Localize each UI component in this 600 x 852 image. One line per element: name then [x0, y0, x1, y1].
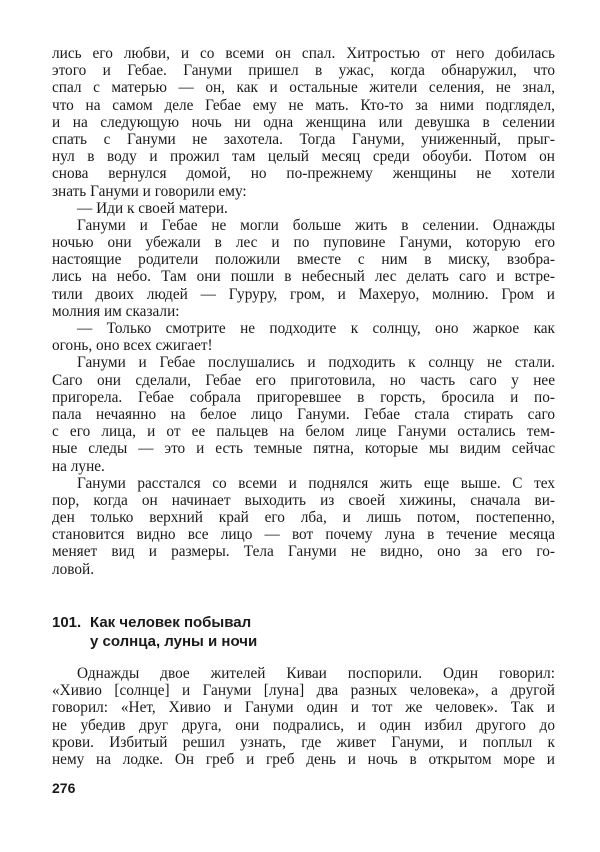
page-number: 276	[52, 780, 76, 796]
text-line: становится видно все лицо — вот почему луна в течение месяца	[52, 526, 555, 544]
section-number: 101.	[52, 614, 82, 631]
text-line: что на самом деле Гебае ему не мать. Кто-то за ними подглядел,	[52, 96, 555, 114]
text-line: и на следующую ночь ни одна женщина или девушка в селении	[52, 113, 555, 131]
text-line: пригорела. Гебае собрала пригоревшее в горсть, бросила и по-	[52, 388, 555, 406]
text-line: знать Гануми и говорили ему:	[52, 182, 247, 200]
text-line: «Хивио [солнце] и Гануми [луна] два разных человека», а другой	[52, 682, 555, 700]
text-line: пор, когда он начинает выходить из своей хижины, сначала ви-	[52, 491, 555, 509]
text-line: с его лица, и от ее пальцев на белом лице Гануми остались тем-	[52, 423, 555, 441]
story-101-text	[52, 665, 555, 768]
story-100-continuation	[52, 45, 555, 578]
text-line: лись его любви, и со всеми он спал. Хитростью от него добилась	[52, 45, 555, 62]
dialogue-line: — Иди к своей матери.	[77, 199, 228, 217]
dialogue-line: — Только смотрите не подходите к солнцу, оно жаркое как	[77, 320, 555, 337]
section-title-line-2: у солнца, луны и ночи	[90, 633, 258, 650]
text-line: молния им сказали:	[52, 302, 180, 320]
text-line: снова вернулся домой, но по-прежнему женщины не хотели	[52, 165, 555, 183]
text-line: настоящие родители положили вместе с ним в миску, взобра-	[52, 251, 555, 269]
text-line: нул в воду и прожил там целый месяц среди обоуби. Потом он	[52, 148, 555, 166]
text-line: нему на лодке. Он греб и греб день и ночь в открытом море и	[52, 750, 555, 768]
text-line: спал с матерью — он, как и остальные жители селения, не знал,	[52, 79, 555, 97]
text-line: ные следы — это и есть темные пятна, которые мы видим сейчас	[52, 440, 555, 458]
text-line: крови. Избитый решил узнать, где живет Гануми, и поплыл к	[52, 733, 555, 751]
text-line: не убедив друг друга, они подрались, и один избил другого до	[52, 716, 555, 734]
text-line: спать с Гануми не захотела. Тогда Гануми, униженный, прыг-	[52, 130, 555, 148]
text-line: Саго они сделали, Гебае его приготовила, но часть саго у нее	[52, 371, 555, 389]
text-line: ночью они убежали в лес и по пуповине Гануми, которую его	[52, 234, 555, 252]
text-line: лись на небо. Там они пошли в небесный лес делать саго и встре-	[52, 268, 555, 286]
dialogue-line: огонь, оно всех сжигает!	[52, 337, 213, 355]
text-line: Однажды двое жителей Киваи поспорили. Один говорил:	[77, 665, 555, 682]
text-line: ден только верхний край его лба, и лишь потом, постепенно,	[52, 509, 555, 527]
text-line: ловой.	[52, 560, 95, 578]
text-line: Гануми и Гебае не могли больше жить в селении. Однажды	[77, 216, 555, 234]
text-line: Гануми расстался со всеми и поднялся жить еще выше. С тех	[77, 474, 555, 492]
text-line: на луне.	[52, 457, 105, 475]
text-line: меняет вид и размеры. Тела Гануми не видно, оно за его го-	[52, 543, 555, 561]
section-heading	[52, 613, 257, 651]
text-line: Гануми и Гебае послушались и подходить к солнцу не стали.	[77, 354, 555, 372]
text-line: этого и Гебае. Гануми пришел в ужас, когда обнаружил, что	[52, 62, 555, 80]
section-title-line-1: Как человек побывал	[90, 614, 252, 631]
text-line: пала нечаянно на белое лицо Гануми. Гебае стала стирать саго	[52, 405, 555, 423]
text-line: говорил: «Нет, Хивио и Гануми один и тот же человек». Так и	[52, 699, 555, 717]
text-line: тили двоих людей — Гуруру, гром, и Махеруо, молнию. Гром и	[52, 285, 555, 303]
